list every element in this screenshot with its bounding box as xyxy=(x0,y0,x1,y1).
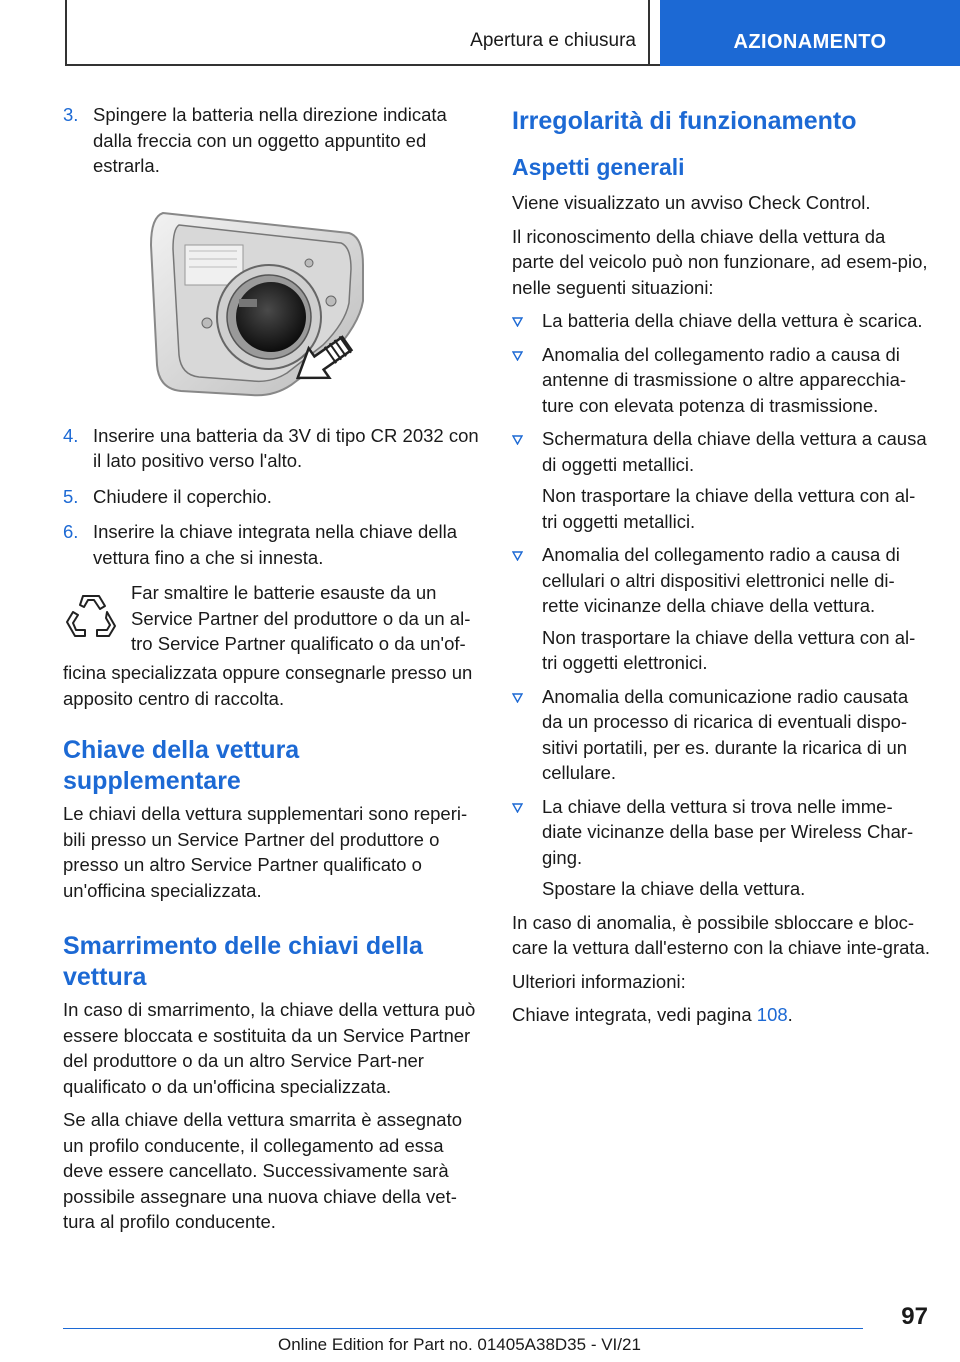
cross-reference xyxy=(512,1002,930,1028)
list-item-text: La batteria della chiave della vettura è scarica. xyxy=(542,310,923,331)
triangle-bullet-icon xyxy=(512,317,523,327)
recycle-note xyxy=(63,580,481,660)
footer-edition: Online Edition for Part no. 01405A38D35 - VI/21 xyxy=(278,1335,641,1354)
step-number: 3. xyxy=(63,104,79,125)
list-item xyxy=(512,794,930,871)
section-spacer xyxy=(63,911,481,927)
steps-list-b xyxy=(63,423,481,571)
spare-key-body: Le chiavi della vettura supplementari sono reperi-bili presso un Service Partner del produttore o presso un altro Service Partner qualificato o un'officina specializzata. xyxy=(63,803,468,901)
header-section-title: Apertura e chiusura xyxy=(470,30,636,51)
cross-reference-text: Chiave integrata, vedi pagina xyxy=(512,1004,752,1025)
list-item-text: Anomalia del collegamento radio a causa di cellulari o altri dispositivi elettronici nelle di-rette vicinanze della chiave della vettura. xyxy=(542,544,900,616)
step-item xyxy=(63,423,481,474)
step-text: Spingere la batteria nella direzione indicata dalla freccia con un oggetto appuntito ed estrarla. xyxy=(93,104,447,176)
step-item xyxy=(63,102,481,179)
list-item-text: Schermatura della chiave della vettura a causa di oggetti metallici. xyxy=(542,428,927,475)
list-item xyxy=(512,342,930,419)
spare-key-heading: Chiave della vettura supplementare xyxy=(63,736,300,795)
step-text: Inserire una batteria da 3V di tipo CR 2032 con il lato positivo verso l'alto. xyxy=(93,424,479,471)
header-chapter-tab[interactable]: AZIONAMENTO xyxy=(660,0,960,66)
left-column xyxy=(63,102,481,1243)
malfunction-paragraph-3: In caso di anomalia, è possibile sbloccare e bloc-care la vettura dall'esterno con la chiave inte-grata. xyxy=(512,911,930,958)
more-info-label: Ulteriori informazioni: xyxy=(512,970,686,992)
list-item xyxy=(512,426,930,477)
step-item xyxy=(63,484,481,510)
lost-key-heading: Smarrimento delle chiavi della vettura xyxy=(63,932,423,991)
list-item xyxy=(512,308,930,334)
situations-list xyxy=(512,308,930,902)
list-item-text: Anomalia del collegamento radio a causa di antenne di trasmissione o altre apparecchia-ture con elevata potenza di trasmissione. xyxy=(542,343,907,416)
triangle-bullet-icon xyxy=(512,803,523,813)
malfunction-paragraph-2: Il riconoscimento della chiave della vettura da parte del veicolo può non funzionare, ad esem-pio, nelle seguenti situazioni: xyxy=(512,225,928,298)
key-battery-illustration xyxy=(141,205,381,405)
step-item xyxy=(63,519,481,570)
malfunction-paragraph-1: Viene visualizzato un avviso Check Control. xyxy=(512,192,871,213)
step-text: Inserire la chiave integrata nella chiave della vettura fino a che si innesta. xyxy=(93,521,458,568)
list-item-note: Non trasportare la chiave della vettura con al-tri oggetti elettronici. xyxy=(542,626,916,673)
list-item-text: La chiave della vettura si trova nelle imme-diate vicinanze della base per Wireless Char-ging. xyxy=(542,795,914,868)
recycle-text-continued: ficina specializzata oppure consegnarle presso un apposito centro di raccolta. xyxy=(63,662,473,709)
page-link-108[interactable]: 108 xyxy=(756,1004,788,1025)
step-number: 4. xyxy=(63,424,79,446)
steps-list-a xyxy=(63,102,481,179)
step-number: 6. xyxy=(63,521,79,542)
cross-reference-end: . xyxy=(787,1004,793,1025)
list-item-note: Non trasportare la chiave della vettura con al-tri oggetti metallici. xyxy=(542,485,916,532)
list-item-text: Anomalia della comunicazione radio causata da un processo di ricarica di eventuali dispo-sitivi portatili, per es. durante la ricarica di un cellulare. xyxy=(542,685,909,783)
page-number: 97 xyxy=(901,1303,928,1330)
lost-key-paragraph-2: Se alla chiave della vettura smarrita è assegnato un profilo conducente, il collegamento ad essa deve essere cancellato. Successivamente sarà possibile assegnare una nuova chiave della vet-tura al profilo conducente. xyxy=(63,1109,462,1232)
lost-key-paragraph-1: In caso di smarrimento, la chiave della vettura può essere bloccata e sostituita da un Service Partner del produttore o da un altro Service Part-ner qualificato o da un'officina specializzata. xyxy=(63,999,476,1097)
malfunction-heading: Irregolarità di funzionamento xyxy=(512,107,857,135)
step-text: Chiudere il coperchio. xyxy=(93,485,272,507)
general-aspects-heading: Aspetti generali xyxy=(512,154,685,180)
footer-rule xyxy=(63,1328,863,1329)
triangle-bullet-icon xyxy=(512,435,523,445)
triangle-bullet-icon xyxy=(512,693,523,703)
list-item xyxy=(512,684,930,786)
recycle-text: Far smaltire le batterie esauste da un Service Partner del produttore o da un al-tro Service Partner qualificato o da un'of- xyxy=(131,582,471,654)
list-item xyxy=(512,542,930,619)
right-column xyxy=(512,102,930,1036)
triangle-bullet-icon xyxy=(512,551,523,561)
header-divider xyxy=(648,0,650,66)
triangle-bullet-icon xyxy=(512,351,523,361)
list-item-note: Spostare la chiave della vettura. xyxy=(542,878,806,899)
step-number: 5. xyxy=(63,485,79,507)
recycle-icon xyxy=(63,588,119,644)
